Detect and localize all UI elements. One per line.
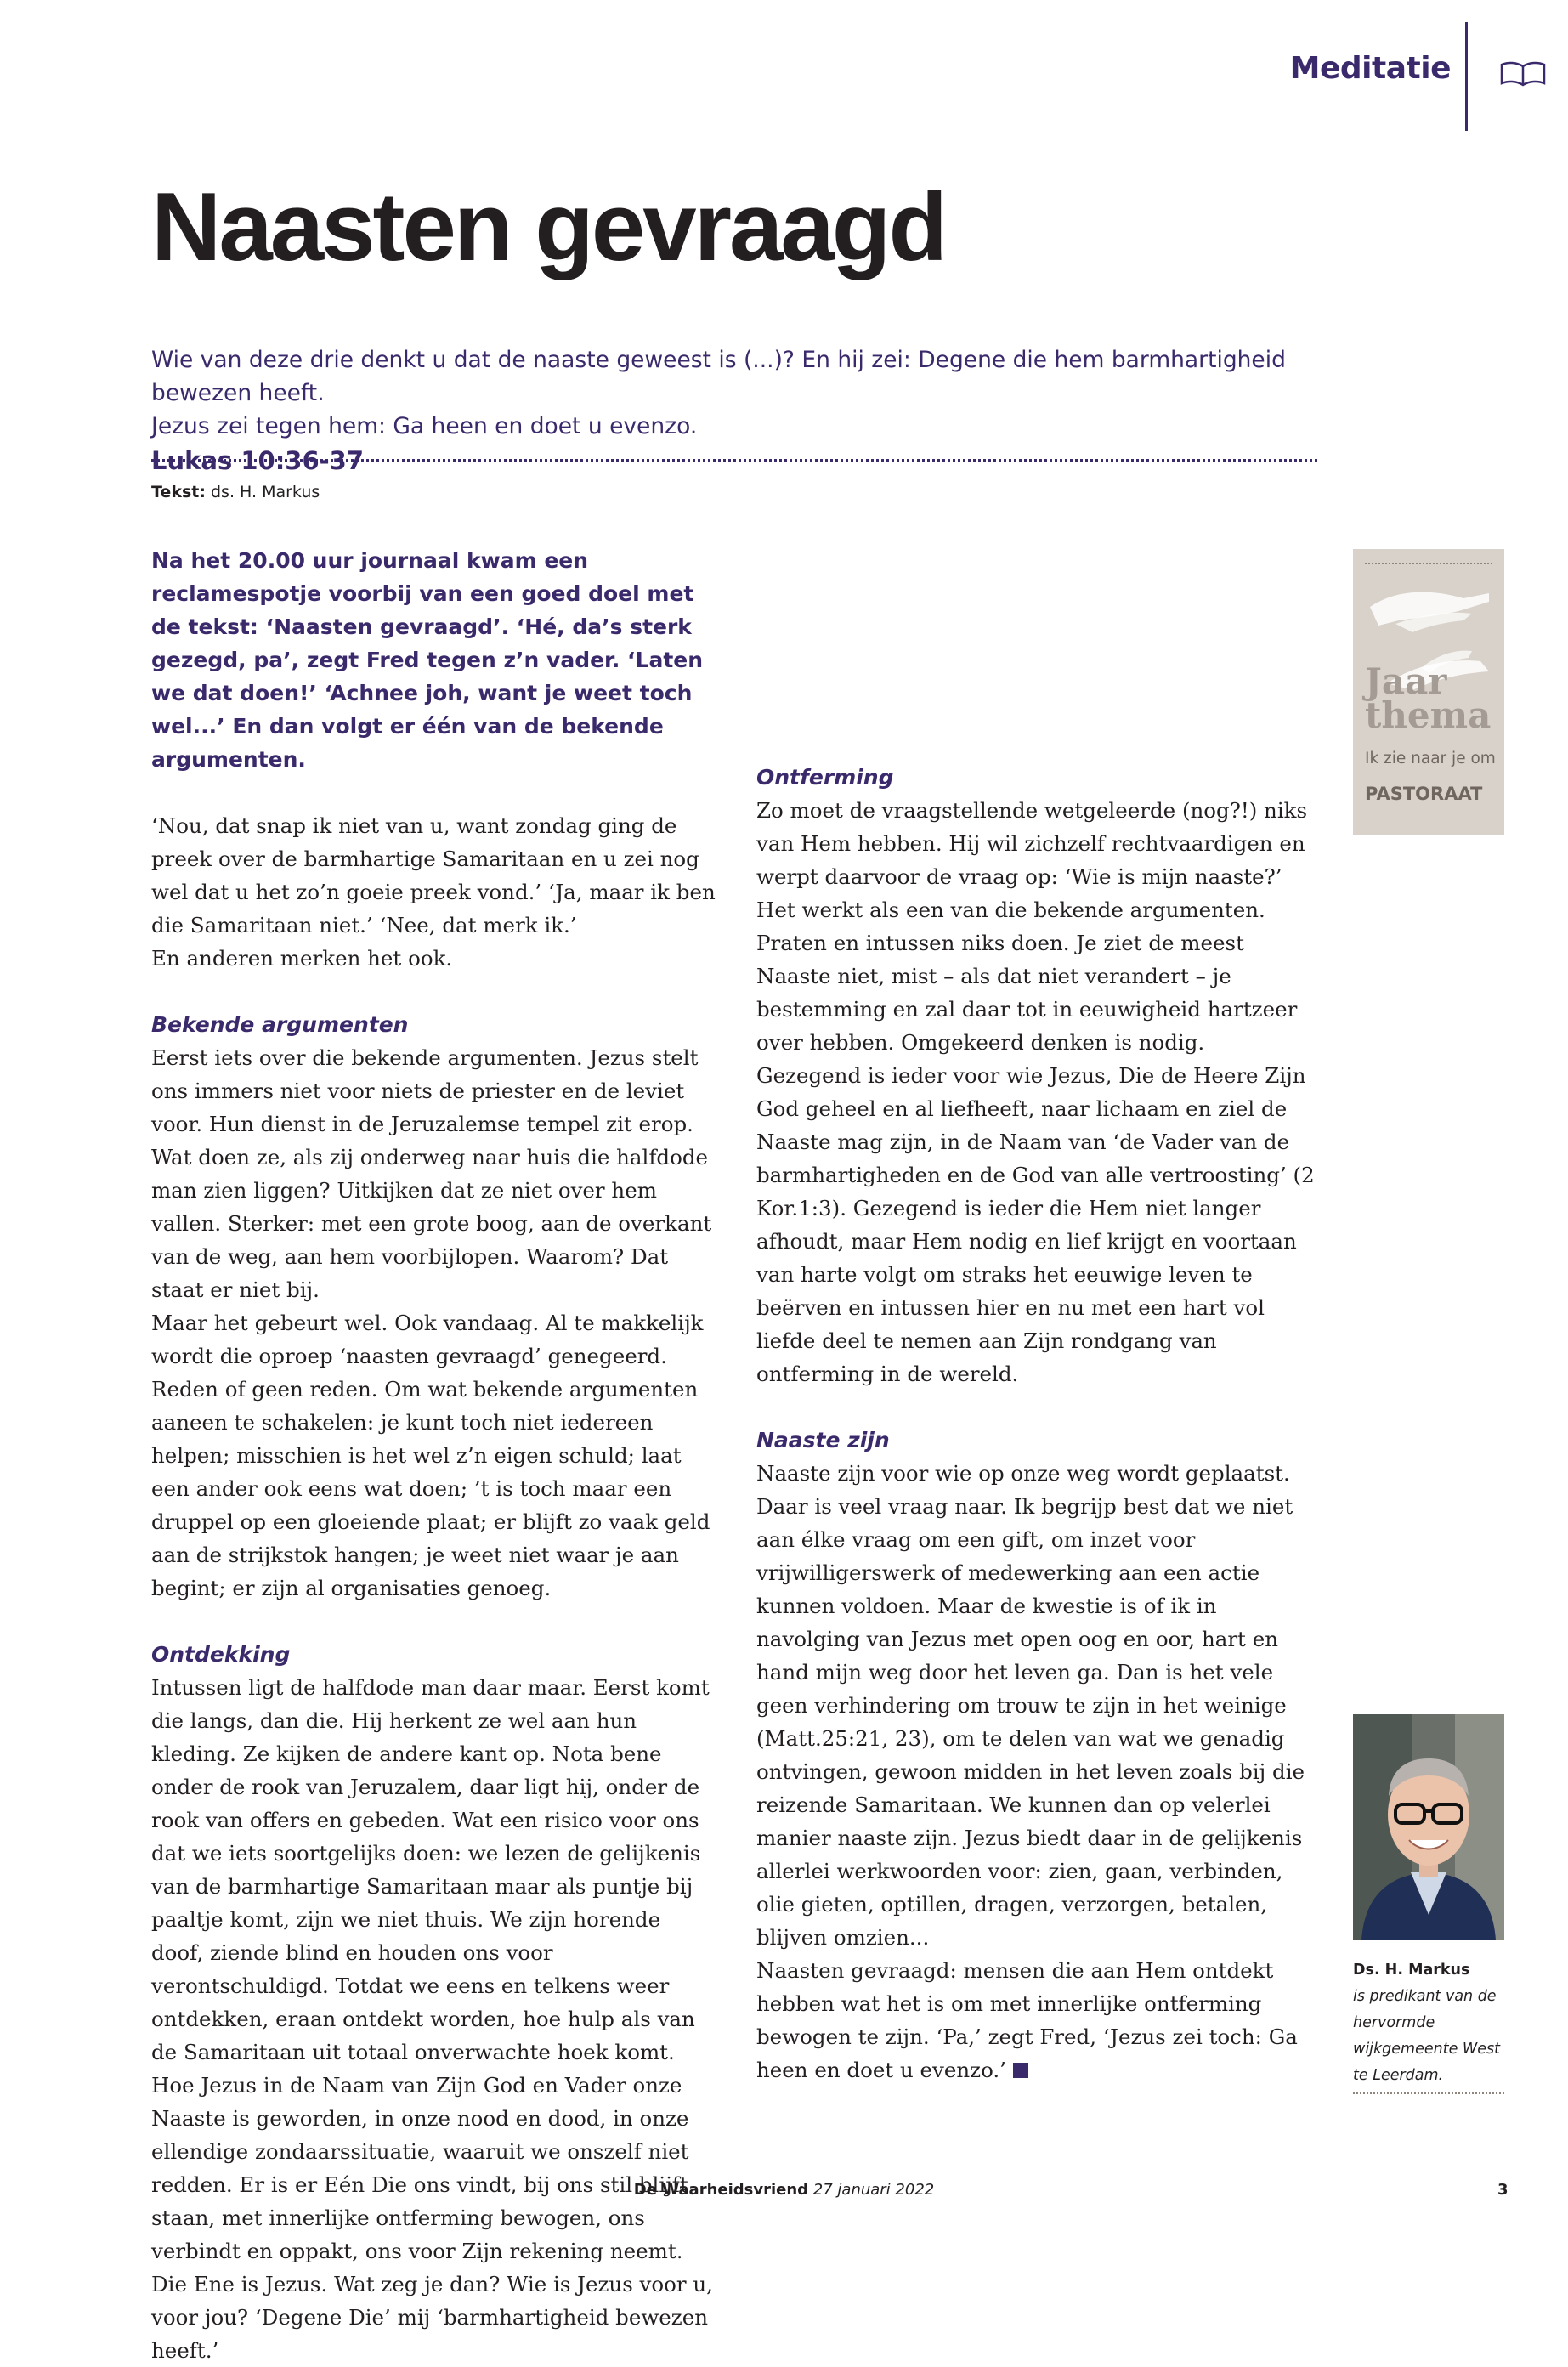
author-caption	[1353, 1957, 1506, 2089]
open-book-icon	[1499, 59, 1547, 88]
author-name: Ds. H. Markus	[1353, 1962, 1470, 1979]
theme-title	[1365, 660, 1492, 736]
paragraph-2: Eerst iets over die bekende argumenten. Jezus stelt ons immers niet voor niets de priester en de leviet voor. Hun dienst in de Jeruzalemse tempel zit erop. Wat doen ze, als zij onderweg naar huis die halfdode man zien liggen? Uitkijken dat ze niet over hem vallen. Sterker: met een grote boog, aan de overkant van de weg, aan hem voorbijlopen. Waarom? Dat staat er niet bij. Maar het gebeurt wel. Ook vandaag. Al te makkelijk wordt die oproep ‘naasten gevraagd’ genegeerd. Reden of geen reden. Om wat bekende argumenten aaneen te schakelen: je kunt toch niet iedereen helpen; misschien is het wel z’n eigen schuld; laat een ander ook eens wat doen; ’t is toch maar een druppel op een gloeiende plaat; er blijft zo vaak geld aan de strijkstok hangen; je weet niet waar je aan begint; er zijn al organisaties genoeg.	[151, 1045, 712, 1600]
paragraph-5-text: Naaste zijn voor wie op onze weg wordt geplaatst. Daar is veel vraag naar. Ik begrijp best dat we niet aan élke vraag om een gift, om inzet voor vrijwilligerswerk of medewerking aan een actie kunnen voldoen. Maar de kwestie is of ik in navolging van Jezus met open oog en oor, hart en hand mijn weg door het leven ga. Dan is het vele geen verhindering om trouw te zijn in het weinige (Matt.25:21, 23), om te delen van wat we genadig ontvingen, gewoon midden in het leven zoals bij die reizende Samaritaan. We kunnen dan op velerlei manier naaste zijn. Jezus biedt daar in de gelijkenis allerlei werkwoorden voor: zien, gaan, verbinden, olie gieten, optillen, dragen, verzorgen, betalen, blijven omzien... Naasten gevraagd: mensen die aan Hem ontdekt hebben wat het is om met innerlijke ontferming bewogen te zijn. ‘Pa,’ zegt Fred, ‘Jezus zei toch: Ga heen en doet u evenzo.’	[756, 1461, 1305, 2082]
page-number: 3	[1497, 2181, 1509, 2199]
intro-paragraph: Na het 20.00 uur journaal kwam een reclamespotje voorbij van een goed doel met de tekst: ‘Naasten gevraagd’. ‘Hé, da’s sterk gezegd, pa’, zegt Fred tegen z’n vader. ‘Laten we dat doen!’ ‘Achnee joh, want je weet toch wel...’ En dan volgt er één van de bekende argumenten.	[151, 548, 704, 772]
issue-date: 27 januari 2022	[812, 2181, 935, 2199]
theme-title-line-1: Jaar	[1365, 660, 1447, 702]
quote-reference: Lukas 10:36-37	[151, 446, 365, 475]
byline-author: ds. H. Markus	[211, 483, 320, 501]
theme-dots-top	[1365, 563, 1492, 564]
subheading-ontferming: Ontferming	[756, 765, 894, 790]
article-title: Naasten gevraagd	[151, 173, 946, 281]
column-left	[151, 544, 716, 2367]
paragraph-4: Zo moet de vraagstellende wetgeleerde (nog?!) niks van Hem hebben. Hij wil zichzelf rechtvaardigen en werpt daarvoor de vraag op: ‘Wie is mijn naaste?’ Het werkt als een van die bekende argumenten. Praten en intussen niks doen. Je ziet de meest Naaste niet, mist – als dat niet verandert – je bestemming en zal daar tot in eeuwigheid hartzeer over hebben. Omgekeerd denken is nodig. Gezegend is ieder voor wie Jezus, Die de Heere Zijn God geheel en al liefheeft, naar lichaam en ziel de Naaste mag zijn, in de Naam van ‘de Vader van de barmhartigheden en de God van alle vertroosting’ (2 Kor.1:3). Gezegend is ieder die Hem niet langer afhoudt, maar Hem nodig en lief krijgt en voortaan van harte volgt om straks het eeuwige leven te beërven en intussen hier en nu met een hart vol liefde deel te nemen aan Zijn rondgang van ontferming in de wereld.	[756, 798, 1315, 1386]
dotted-divider	[151, 459, 1317, 462]
year-theme-box	[1353, 549, 1504, 835]
subheading-bekende-argumenten: Bekende argumenten	[151, 1012, 409, 1037]
column-right-content	[756, 761, 1322, 2087]
theme-topic: PASTORAAT	[1365, 784, 1483, 804]
quote-line-2: Jezus zei tegen hem: Ga heen en doet u evenzo.	[151, 413, 698, 439]
magazine-name: De Waarheidsvriend	[633, 2181, 809, 2199]
theme-subtitle: Ik zie naar je om	[1365, 750, 1496, 767]
footer	[0, 2181, 1568, 2199]
subheading-ontdekking: Ontdekking	[151, 1642, 291, 1667]
byline	[151, 483, 320, 501]
header-divider	[1465, 22, 1468, 131]
section-label: Meditatie	[1289, 51, 1451, 86]
paragraph-5	[756, 1457, 1322, 2087]
author-divider	[1353, 2092, 1504, 2094]
byline-label: Tekst:	[151, 483, 206, 501]
end-mark	[1013, 2063, 1028, 2078]
paragraph-1: ‘Nou, dat snap ik niet van u, want zondag ging de preek over de barmhartige Samaritaan en u zei nog wel dat u het zo’n goeie preek vond.’ ‘Ja, maar ik ben die Samaritaan niet.’ ‘Nee, dat merk ik.’ En anderen merken het ook.	[151, 813, 716, 971]
author-description: is predikant van de hervormde wijkgemeente West te Leerdam.	[1353, 1988, 1500, 2084]
theme-title-line-2: thema	[1365, 694, 1492, 736]
paragraph-3: Intussen ligt de halfdode man daar maar. Eerst komt die langs, dan die. Hij herkent ze wel aan hun kleding. Ze kijken de andere kant op. Nota bene onder de rook van Jeruzalem, daar ligt hij, onder de rook van offers en gebeden. Wat een risico voor ons dat we iets soortgelijks doen: we lezen de gelijkenis van de barmhartige Samaritaan maar als puntje bij paaltje komt, zijn we niet thuis. We zijn horende doof, ziende blind en houden ons voor verontschuldigd. Totdat we eens en telkens weer ontdekken, eraan ontdekt worden, hoe hulp als van de Samaritaan uit totaal onverwachte hoek komt. Hoe Jezus in de Naam van Zijn God en Vader onze Naaste is geworden, in onze nood en dood, in onze ellendige zondaarssituatie, waaruit we onszelf niet redden. Er is er Eén Die ons vindt, bij ons stil blijft staan, met innerlijke ontferming bewogen, ons verbindt en oppakt, ons voor Zijn rekening neemt. Die Ene is Jezus. Wat zeg je dan? Wie is Jezus voor u, voor jou? ‘Degene Die’ mij ‘barmhartigheid bewezen heeft.’	[151, 1675, 713, 2363]
quote-line-1: Wie van deze drie denkt u dat de naaste geweest is (...)? En hij zei: Degene die hem barmhartigheid bewezen heeft.	[151, 347, 1286, 406]
bible-quote	[151, 343, 1341, 478]
subheading-naaste-zijn: Naaste zijn	[756, 1428, 890, 1452]
author-photo	[1353, 1714, 1504, 1940]
